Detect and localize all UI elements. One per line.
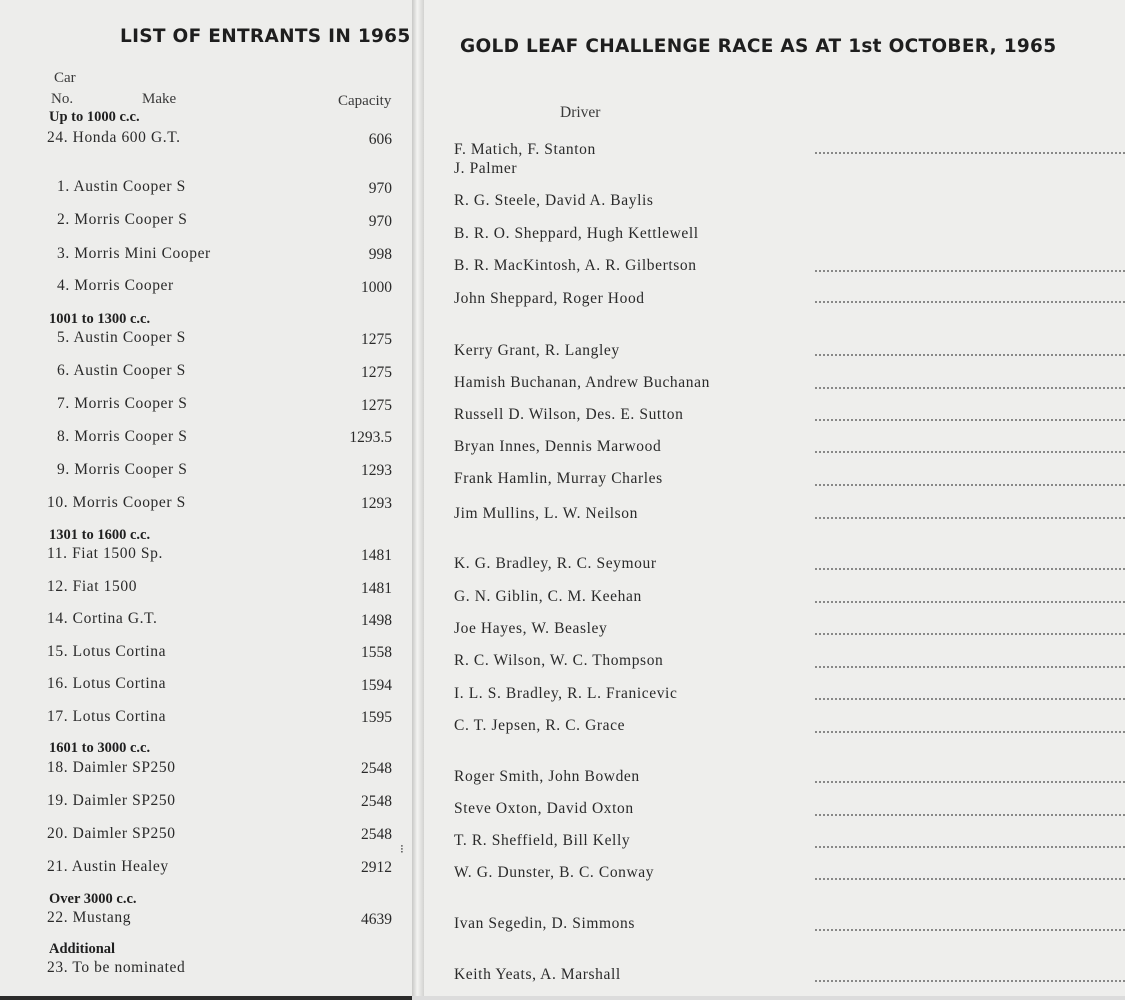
driver-pair: Keith Yeats, A. Marshall <box>454 966 621 983</box>
class-heading: 1001 to 1300 c.c. <box>49 311 151 327</box>
entrant-make: 11. Fiat 1500 Sp. <box>47 545 163 562</box>
driver-pair: I. L. S. Bradley, R. L. Franicevic <box>454 685 678 702</box>
capacity-column-header: Capacity <box>338 93 392 109</box>
dotted-fill-line <box>814 731 1125 733</box>
entrant-capacity: 1275 <box>361 331 392 348</box>
left-page <box>0 0 412 1000</box>
car-column-header: Car <box>54 70 76 86</box>
entrant-make: 2. Morris Cooper S <box>57 211 188 228</box>
dotted-fill-line <box>814 846 1125 848</box>
driver-pair: G. N. Giblin, C. M. Keehan <box>454 588 642 605</box>
entrant-make: 14. Cortina G.T. <box>47 610 158 627</box>
entrant-capacity: 606 <box>368 131 392 148</box>
number-column-header: No. <box>51 91 74 107</box>
entrant-make: 15. Lotus Cortina <box>47 643 167 660</box>
class-heading: Additional <box>49 941 116 957</box>
class-heading: Up to 1000 c.c. <box>49 109 140 125</box>
entrant-capacity: 1481 <box>361 547 392 564</box>
entrant-capacity: 1275 <box>361 397 392 414</box>
entrant-make: 17. Lotus Cortina <box>47 708 167 725</box>
entrant-make: 7. Morris Cooper S <box>57 395 188 412</box>
entrant-make: 6. Austin Cooper S <box>57 362 186 379</box>
driver-pair: Joe Hayes, W. Beasley <box>454 620 608 637</box>
driver-pair: B. R. O. Sheppard, Hugh Kettlewell <box>454 225 699 242</box>
entrant-make: 9. Morris Cooper S <box>57 461 188 478</box>
entrant-capacity: 2548 <box>361 826 392 843</box>
dotted-fill-line <box>814 698 1125 700</box>
entrant-make: 22. Mustang <box>47 909 132 926</box>
dotted-fill-line <box>814 568 1125 570</box>
driver-pair: R. G. Steele, David A. Baylis <box>454 192 654 209</box>
dotted-fill-line <box>814 980 1125 982</box>
entrant-capacity: 998 <box>368 246 392 263</box>
entrants-list-title: LIST OF ENTRANTS IN 1965 <box>120 26 411 47</box>
driver-pair: K. G. Bradley, R. C. Seymour <box>454 555 657 572</box>
entrant-capacity: 1275 <box>361 364 392 381</box>
driver-pair: F. Matich, F. Stanton <box>454 141 596 158</box>
entrant-capacity: 1558 <box>361 644 392 661</box>
entrant-make: 19. Daimler SP250 <box>47 792 176 809</box>
driver-pair: Roger Smith, John Bowden <box>454 768 640 785</box>
dotted-fill-line <box>814 814 1125 816</box>
driver-pair: T. R. Sheffield, Bill Kelly <box>454 832 631 849</box>
dotted-fill-line <box>814 301 1125 303</box>
dotted-fill-line <box>814 387 1125 389</box>
dotted-fill-line <box>814 781 1125 783</box>
entrant-make: 5. Austin Cooper S <box>57 329 186 346</box>
dotted-fill-line <box>814 517 1125 519</box>
driver-pair: Steve Oxton, David Oxton <box>454 800 634 817</box>
driver-column-header: Driver <box>560 104 601 121</box>
make-column-header: Make <box>142 91 177 107</box>
dotted-fill-line <box>814 929 1125 931</box>
class-heading: 1301 to 1600 c.c. <box>49 527 151 543</box>
entrant-make: 24. Honda 600 G.T. <box>47 129 181 146</box>
entrant-capacity: 1481 <box>361 580 392 597</box>
entrant-capacity: 970 <box>368 213 392 230</box>
entrant-capacity: 1293 <box>361 495 392 512</box>
entrant-capacity: 2912 <box>361 859 392 876</box>
print-speck: ⁝ <box>400 842 404 856</box>
driver-pair: B. R. MacKintosh, A. R. Gilbertson <box>454 257 697 274</box>
driver-pair: Russell D. Wilson, Des. E. Sutton <box>454 406 684 423</box>
driver-pair: Jim Mullins, L. W. Neilson <box>454 505 638 522</box>
entrant-make: 12. Fiat 1500 <box>47 578 138 595</box>
driver-pair: W. G. Dunster, B. C. Conway <box>454 864 655 881</box>
dotted-fill-line <box>814 270 1125 272</box>
entrant-make: 4. Morris Cooper <box>57 277 174 294</box>
entrant-capacity: 1293 <box>361 462 392 479</box>
class-heading: Over 3000 c.c. <box>49 891 137 907</box>
dotted-fill-line <box>814 451 1125 453</box>
entrant-capacity: 1498 <box>361 612 392 629</box>
entrant-make: 10. Morris Cooper S <box>47 494 186 511</box>
race-title: GOLD LEAF CHALLENGE RACE AS AT 1st OCTOBER, 1965 <box>460 36 1057 57</box>
dotted-fill-line <box>814 601 1125 603</box>
entrant-capacity: 1595 <box>361 709 392 726</box>
dotted-fill-line <box>814 484 1125 486</box>
entrant-make: 1. Austin Cooper S <box>57 178 186 195</box>
entrant-make: 16. Lotus Cortina <box>47 675 167 692</box>
dotted-fill-line <box>814 666 1125 668</box>
entrant-capacity: 4639 <box>361 911 392 928</box>
driver-pair: John Sheppard, Roger Hood <box>454 290 645 307</box>
entrant-capacity: 2548 <box>361 793 392 810</box>
entrant-capacity: 1594 <box>361 677 392 694</box>
driver-pair: Kerry Grant, R. Langley <box>454 342 620 359</box>
entrant-capacity: 970 <box>368 180 392 197</box>
entrant-make: 20. Daimler SP250 <box>47 825 176 842</box>
driver-pair: Ivan Segedin, D. Simmons <box>454 915 636 932</box>
driver-pair: Frank Hamlin, Murray Charles <box>454 470 663 487</box>
entrant-make: 21. Austin Healey <box>47 858 169 875</box>
entrant-make: 8. Morris Cooper S <box>57 428 188 445</box>
driver-pair: Hamish Buchanan, Andrew Buchanan <box>454 374 710 391</box>
driver-pair: C. T. Jepsen, R. C. Grace <box>454 717 626 734</box>
entrant-capacity: 1000 <box>361 279 392 296</box>
entrant-capacity: 2548 <box>361 760 392 777</box>
dotted-fill-line <box>814 354 1125 356</box>
driver-pair: R. C. Wilson, W. C. Thompson <box>454 652 664 669</box>
entrant-make: 18. Daimler SP250 <box>47 759 176 776</box>
entrant-make: 3. Morris Mini Cooper <box>57 245 211 262</box>
driver-pair: Bryan Innes, Dennis Marwood <box>454 438 662 455</box>
driver-pair: J. Palmer <box>454 160 518 177</box>
dotted-fill-line <box>814 633 1125 635</box>
right-page <box>400 0 1125 996</box>
dotted-fill-line <box>814 419 1125 421</box>
dotted-fill-line <box>814 878 1125 880</box>
entrant-capacity: 1293.5 <box>349 429 392 446</box>
dotted-fill-line <box>814 152 1125 154</box>
entrant-make: 23. To be nominated <box>47 959 186 976</box>
class-heading: 1601 to 3000 c.c. <box>49 740 151 756</box>
binding-gutter <box>412 0 424 996</box>
